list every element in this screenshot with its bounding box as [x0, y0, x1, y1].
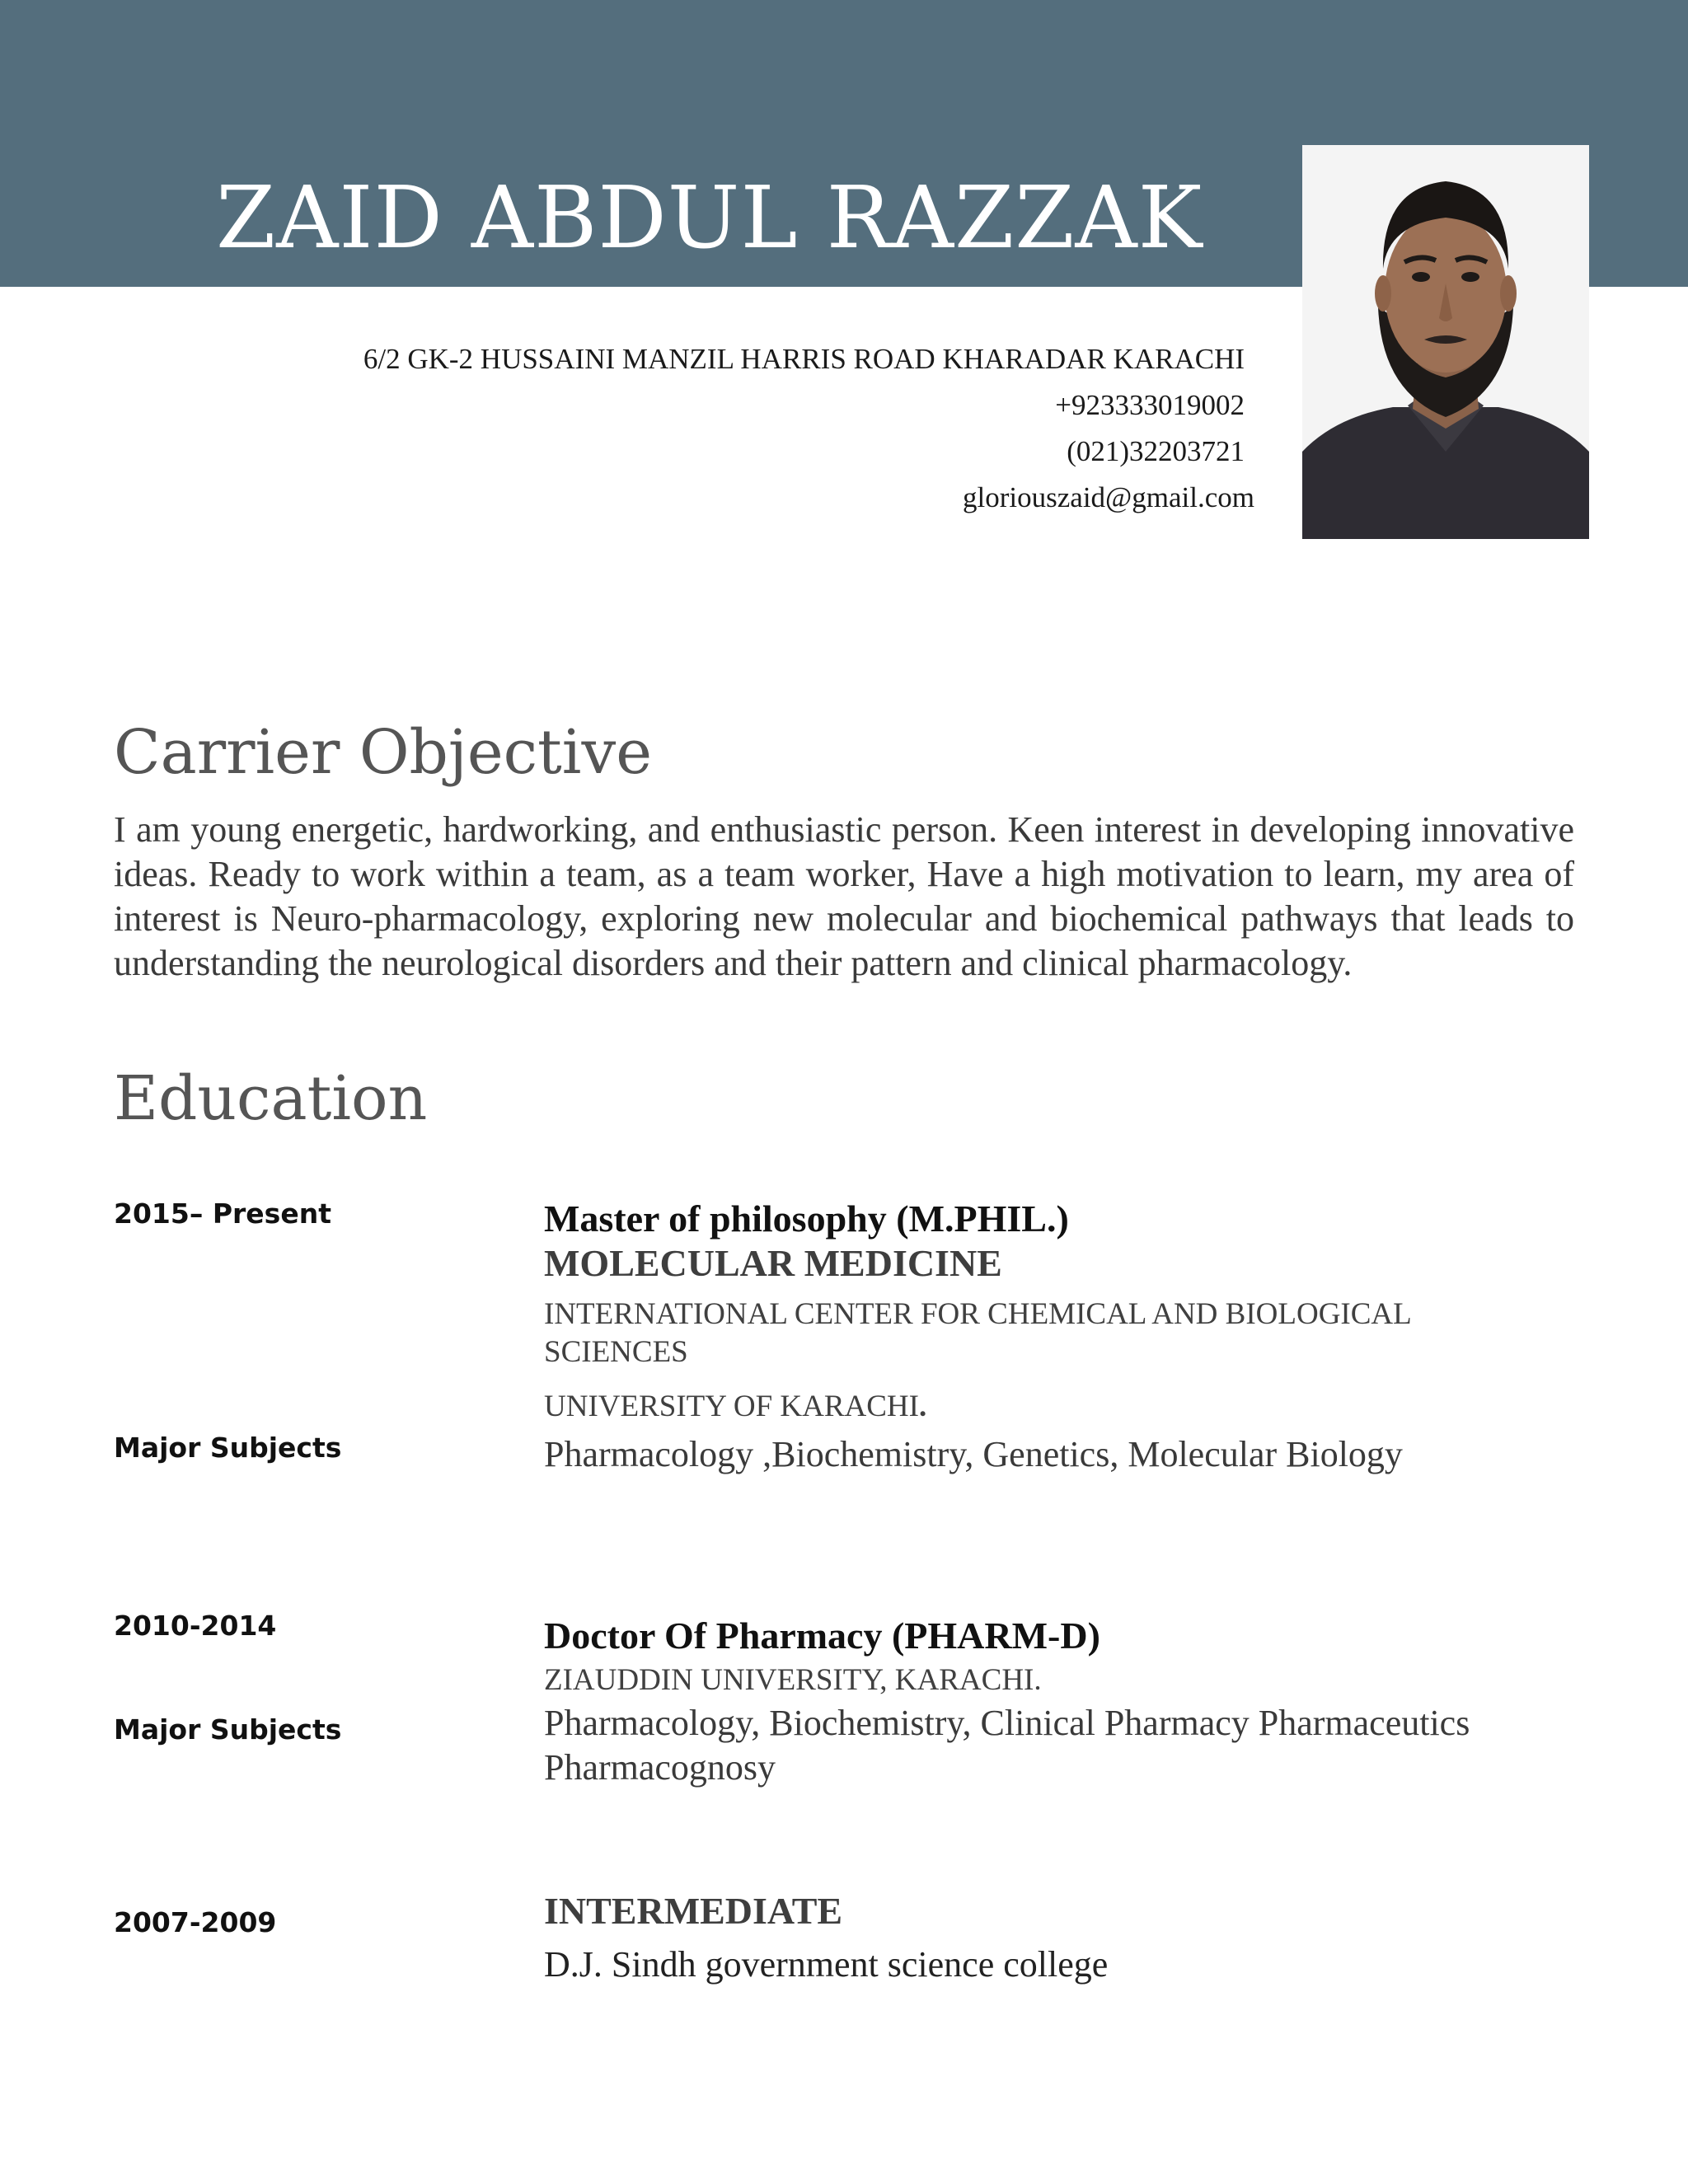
intermediate-college: D.J. Sindh government science college [544, 1944, 1109, 1985]
mphil-university-dot: . [918, 1390, 927, 1423]
candidate-name: ZAID ABDUL RAZZAK [216, 167, 1203, 268]
email-address: gloriouszaid@gmail.com [963, 481, 1254, 513]
mphil-subjects: Pharmacology ,Biochemistry, Genetics, Molecular Biology [544, 1434, 1403, 1474]
intermediate-entry [544, 1892, 1574, 1983]
mphil-institute: INTERNATIONAL CENTER FOR CHEMICAL AND BIOLOGICAL SCIENCES [544, 1297, 1411, 1369]
landline-phone: (021)32203721 [1067, 435, 1245, 467]
pharmd-university: ZIAUDDIN UNIVERSITY, KARACHI. [544, 1663, 1042, 1697]
pharmd-period: 2010-2014 [114, 1610, 277, 1642]
mphil-university: UNIVERSITY OF KARACHI [544, 1390, 919, 1423]
profile-photo [1302, 145, 1589, 539]
pharmd-degree: Doctor Of Pharmacy (PHARM-D) [544, 1615, 1100, 1657]
education-heading: Education [114, 1063, 428, 1134]
address: 6/2 GK-2 HUSSAINI MANZIL HARRIS ROAD KHARADAR KARACHI [363, 343, 1245, 375]
objective-text: I am young energetic, hardworking, and enthusiastic person. Keen interest in developing innovative ideas. Ready to work within a team, as a team worker, Have a high motivation to learn, my area of interest is Neuro-pharmacology, exploring new molecular and biochemical pathways that leads to understanding the neurological disorders and their pattern and clinical pharmacology. [114, 809, 1574, 983]
intermediate-degree: INTERMEDIATE [544, 1890, 843, 1932]
pharmd-entry [544, 1617, 1574, 1790]
mphil-field: MOLECULAR MEDICINE [544, 1242, 1002, 1284]
intermediate-period: 2007-2009 [114, 1906, 277, 1938]
pharmd-subjects: Pharmacology, Biochemistry, Clinical Pharmacy Pharmaceutics Pharmacognosy [544, 1703, 1470, 1788]
mobile-phone: +923333019002 [1055, 389, 1245, 421]
mphil-entry [544, 1197, 1574, 1477]
objective-heading: Carrier Objective [114, 717, 653, 788]
contact-block [363, 336, 1254, 521]
mphil-degree: Master of philosophy (M.PHIL.) [544, 1197, 1069, 1240]
mphil-subjects-label: Major Subjects [114, 1432, 342, 1464]
mphil-university-line [544, 1388, 1574, 1426]
mphil-period: 2015– Present [114, 1197, 331, 1230]
pharmd-subjects-label: Major Subjects [114, 1713, 342, 1746]
